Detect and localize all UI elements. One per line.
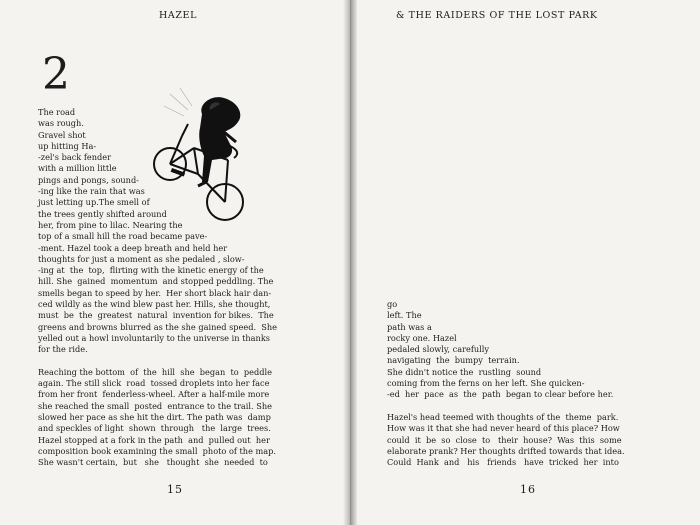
text-line: Could Hank and his friends have tricked her into — [387, 457, 619, 468]
right-paragraph-1 — [387, 299, 625, 401]
left-page-number: 15 — [167, 483, 183, 496]
text-line: -ed her pace as the path began to clear before her. — [387, 389, 614, 400]
text-line: yelled out a howl involuntarily to the universe in thanks — [38, 332, 270, 343]
text-line: greens and browns blurred as the she gained speed. She — [38, 321, 277, 332]
text-line: navigating the bumpy terrain. — [387, 355, 520, 366]
text-line: pedaled slowly, carefully — [387, 344, 490, 355]
right-paragraph-2 — [387, 412, 625, 468]
text-line: rocky one. Hazel — [387, 332, 457, 343]
text-line: hill. She gained momentum and stopped peddling. The — [38, 276, 274, 287]
text-line: She wasn't certain, but she thought she needed to — [38, 457, 268, 468]
text-line: slowed her pace as she hit the dirt. The path was damp — [38, 412, 271, 423]
text-line: left. The — [387, 310, 422, 321]
text-line: and speckles of light shown through the large trees. — [38, 423, 271, 434]
text-line: pings and pongs, sound- — [38, 174, 139, 185]
text-line: her, from pine to lilac. Nearing the — [38, 219, 183, 230]
text-line: The road — [38, 107, 76, 117]
right-page-body — [387, 299, 625, 468]
text-line: coming from the ferns on her left. She quicken- — [387, 378, 585, 389]
text-line: just letting up.The smell of — [38, 197, 150, 208]
text-line: How was it that she had never heard of this place? How — [387, 423, 620, 434]
text-line: Reaching the bottom of the hill she began to peddle — [38, 366, 272, 377]
text-line: She didn't notice the rustling sound — [387, 366, 542, 377]
text-line: was rough. — [38, 118, 84, 129]
text-line: go — [387, 299, 398, 309]
text-line: the trees gently shifted around — [38, 208, 167, 219]
text-line: -ment. Hazel took a deep breath and held her — [38, 242, 228, 253]
text-line: Hazel stopped at a fork in the path and pulled out her — [38, 434, 270, 445]
text-line: Gravel shot — [38, 129, 86, 140]
left-paragraph-2 — [38, 367, 277, 469]
left-page-body — [38, 107, 277, 469]
text-line: could it be so close to their house? Was this some — [387, 434, 622, 445]
text-line: she reached the small posted entrance to the trail. She — [38, 400, 272, 411]
text-line: with a million little — [38, 163, 117, 174]
text-line: from her front fenderless-wheel. After a half-mile more — [38, 389, 270, 400]
text-line: -ing like the rain that was — [38, 186, 145, 197]
text-line: thoughts for just a moment as she pedaled , slow- — [38, 253, 245, 264]
text-line: ced wildly as the wind blew past her. Hills, she thought, — [38, 299, 271, 310]
text-line: smells began to speed by her. Her short black hair dan- — [38, 287, 272, 298]
left-running-header: HAZEL — [159, 10, 197, 21]
text-line: composition book examining the small photo of the map. — [38, 445, 277, 456]
text-line: top of a small hill the road became pave- — [38, 231, 208, 242]
left-paragraph-1 — [38, 107, 277, 356]
right-running-header: & THE RAIDERS OF THE LOST PARK — [396, 10, 598, 21]
text-line: elaborate prank? Her thoughts drifted towards that idea. — [387, 445, 625, 456]
text-line: -ing at the top, flirting with the kinetic energy of the — [38, 265, 264, 276]
text-line: must be the greatest natural invention for bikes. The — [38, 310, 274, 321]
text-line: -zel's back fender — [38, 152, 112, 163]
text-line: path was a — [387, 321, 432, 332]
text-line: again. The still slick road tossed droplets into her face — [38, 378, 270, 389]
text-line: Hazel's head teemed with thoughts of the theme park. — [387, 411, 619, 422]
text-line: up hitting Ha- — [38, 140, 97, 151]
chapter-number: 2 — [42, 49, 70, 100]
text-line: for the ride. — [38, 344, 88, 355]
right-page — [351, 0, 700, 525]
book-gutter — [343, 0, 357, 525]
right-page-number: 16 — [520, 483, 536, 496]
